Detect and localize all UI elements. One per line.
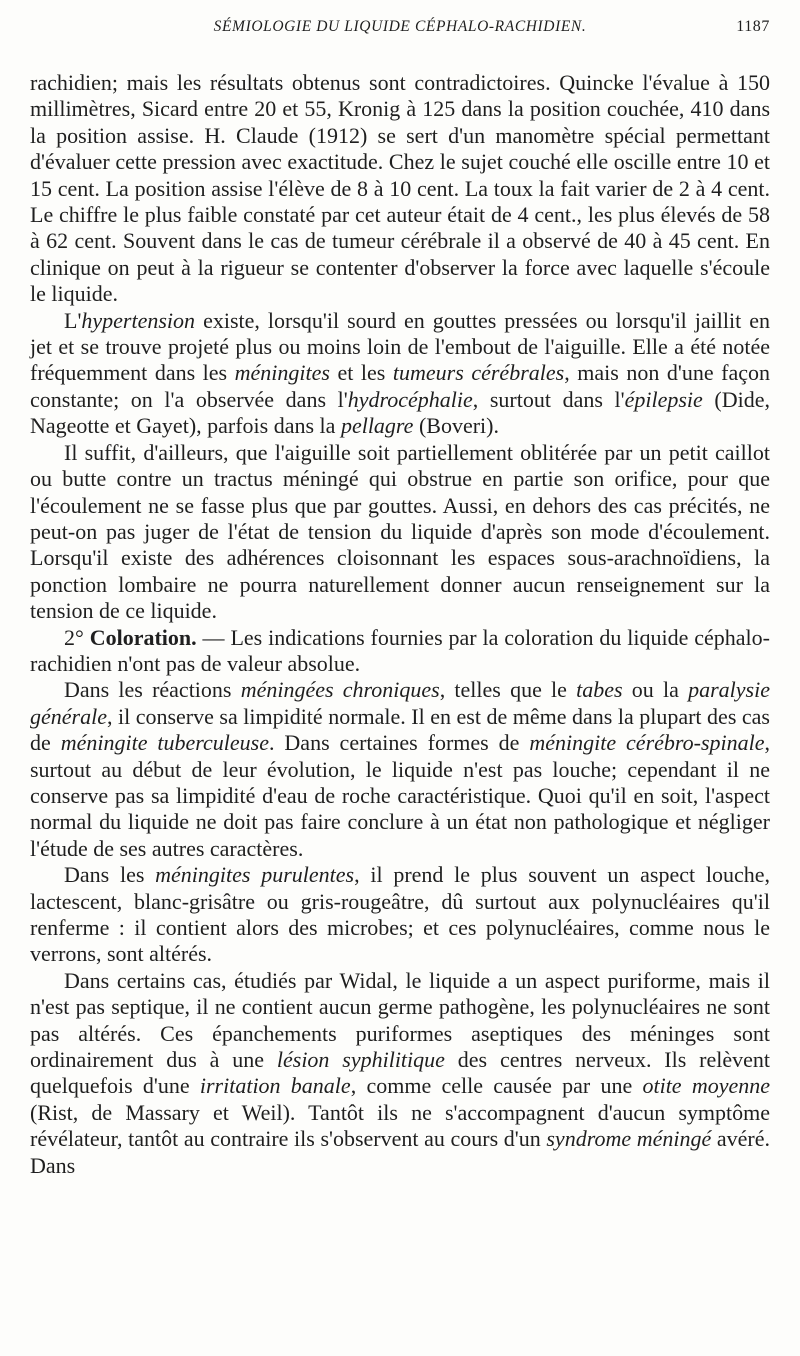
text-run: existe, lorsqu'il sourd en gouttes pressées ou lorsqu'il jaillit en jet et se trouve projeté plus ou moins loin de l'embout de l'aiguille. Elle a été notée fréquemment dans les xyxy=(30,307,770,386)
emphasis: paralysie générale xyxy=(30,677,770,729)
emphasis: lésion syphilitique xyxy=(276,1047,445,1073)
paragraph-chronic-reactions xyxy=(30,677,770,862)
emphasis: pellagre xyxy=(340,413,414,439)
paragraph-text: Il suffit, d'ailleurs, que l'aiguille soit partiellement oblitérée par un petit caillot ou butte contre un tractus méningé qui obstrue en partie son orifice, pour que l'écoulement ne se fasse plus que par gouttes. Aussi, en dehors des cas précités, ne peut-on pas juger de l'état de tension du liquide d'après son mode d'écoulement. Lorsqu'il existe des adhérences cloisonnant les espaces sous-arachnoïdiens, la ponction lombaire ne pourra naturellement donner aucun renseignement sur la tension de ce liquide. xyxy=(30,439,770,624)
paragraph-hypertension xyxy=(30,308,770,440)
body-text xyxy=(30,70,770,1179)
emphasis: hydrocéphalie xyxy=(347,386,473,412)
emphasis: otite moyenne xyxy=(642,1073,771,1099)
text-run: , il prend le plus souvent un aspect louche, lactescent, blanc-grisâtre ou gris-rougeâtre, dû surtout aux polynucléaires qu'il renferme : il contient alors des microbes; et ces polynucléaires, comme nous le verrons, sont altérés. xyxy=(30,862,771,967)
text-run: (Dide, Nageotte et Gayet), parfois dans la xyxy=(30,386,771,439)
page-number: 1187 xyxy=(736,18,770,35)
text-run: et les xyxy=(329,360,393,386)
emphasis: méningite tuberculeuse xyxy=(60,730,269,756)
text-run: (Boveri). xyxy=(413,413,499,439)
text-run: Dans les réactions xyxy=(64,677,241,703)
text-run: des centres nerveux. Ils relèvent quelquefois d'une xyxy=(30,1047,770,1099)
text-run: Dans certains cas, étudiés par Widal, le liquide a un aspect puriforme, mais il n'est pas septique, il ne contient aucun germe pathogène, les polynucléaires ne sont pas altérés. Ces épanchements puriformes aseptiques des méninges sont ordinairement dus à une xyxy=(30,967,770,1073)
text-run: (Rist, de Massary et Weil). Tantôt ils ne s'accompagnent d'aucun symptôme révélateur, tantôt au contraire ils s'observent au cours d'un xyxy=(30,1099,770,1152)
emphasis: tabes xyxy=(576,677,623,703)
text-run: Dans les xyxy=(64,862,156,888)
paragraph-coloration xyxy=(30,625,770,678)
text-run: L' xyxy=(64,307,82,333)
emphasis: hypertension xyxy=(81,307,196,333)
text-run: ou la xyxy=(622,677,689,703)
emphasis: méningites purulentes xyxy=(155,862,355,888)
text-run: , surtout au début de leur évolution, le liquide n'est pas louche; cependant il ne conserve pas sa limpidité d'eau de roche caractéristique. Quoi qu'il en soit, l'aspect normal du liquide ne doit pas faire conclure à un état non pathologique et négliger l'étude de ses autres caractères. xyxy=(30,730,771,861)
section-heading: Coloration. xyxy=(89,624,197,650)
emphasis: méningées chroniques xyxy=(240,677,440,703)
text-run: , mais non d'une façon constante; on l'a observée dans l' xyxy=(30,360,770,412)
text-run: , il conserve sa limpidité normale. Il en est de même dans la plupart des cas de xyxy=(30,703,770,756)
paragraph-purulent-meningitis xyxy=(30,862,770,968)
text-run: , telles que le xyxy=(439,677,577,703)
paragraph-aseptic-effusions xyxy=(30,968,770,1179)
emphasis: méningites xyxy=(234,360,330,386)
paragraph-pressure-values xyxy=(30,70,770,308)
emphasis: épilepsie xyxy=(624,386,703,412)
text-run: avéré. Dans xyxy=(30,1126,770,1178)
text-run: , surtout dans l' xyxy=(472,386,625,412)
paragraph-text: rachidien; mais les résultats obtenus sont contradictoires. Quincke l'évalue à 150 millimètres, Sicard entre 20 et 55, Kronig à 125 dans la position couchée, 410 dans la position assise. H. Claude (1912) se sert d'un manomètre spécial permettant d'évaluer cette pression avec exactitude. Chez le sujet couché elle oscille entre 10 et 15 cent. La position assise l'élève de 8 à 10 cent. La toux la fait varier de 2 à 4 cent. Le chiffre le plus faible constaté par cet auteur était de 4 cent., les plus élevés de 58 à 62 cent. Souvent dans le cas de tumeur cérébrale il a observé de 40 à 45 cent. En clinique on peut à la rigueur se contenter d'observer la force avec laquelle s'écoule le liquide. xyxy=(30,70,770,307)
text-run: . Dans certaines formes de xyxy=(268,730,530,756)
running-head xyxy=(30,14,770,48)
emphasis: irritation banale xyxy=(199,1073,351,1099)
emphasis: méningite cérébro-spinale xyxy=(529,730,765,756)
text-run: — Les indications fournies par la coloration du liquide céphalo-rachidien n'ont pas de valeur absolue. xyxy=(30,624,770,676)
emphasis: tumeurs cérébrales xyxy=(392,360,565,386)
text-run: , comme celle causée par une xyxy=(350,1073,643,1099)
running-title: SÉMIOLOGIE DU LIQUIDE CÉPHALO-RACHIDIEN. xyxy=(213,18,587,35)
paragraph-needle-obstruction xyxy=(30,440,770,625)
section-number: 2° xyxy=(64,624,90,650)
emphasis: syndrome méningé xyxy=(546,1126,712,1152)
